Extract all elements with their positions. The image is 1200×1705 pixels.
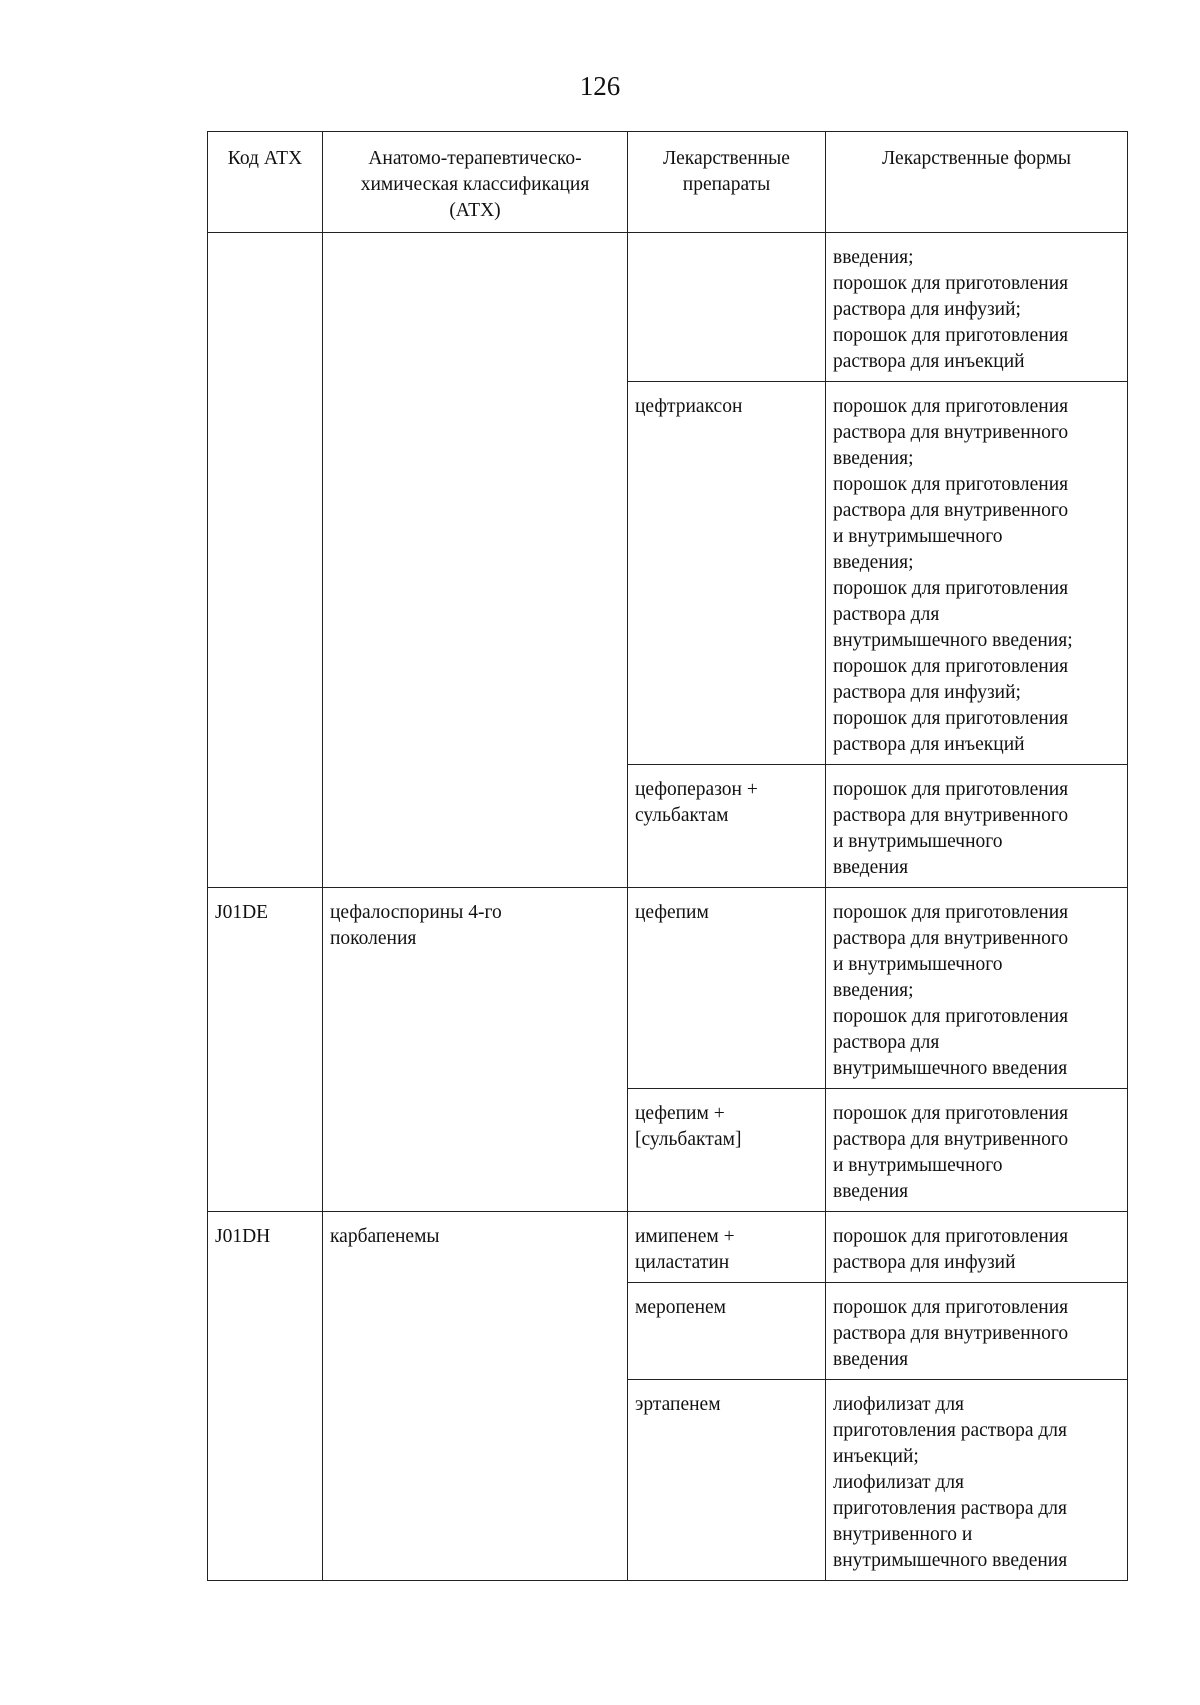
classification-cell: цефалоспорины 4-го поколения [323,888,628,1212]
header-classification: Анатомо-терапевтическо- химическая классификация (АТХ) [323,132,628,233]
header-forms: Лекарственные формы [826,132,1128,233]
forms-cell: порошок для приготовления раствора для инфузий [826,1212,1128,1283]
table-row [208,888,1128,1089]
table-header [208,132,1128,233]
table-body [208,233,1128,1581]
forms-cell: лиофилизат для приготовления раствора для инъекций; лиофилизат для приготовления раствора для внутривенного и внутримышечного введения [826,1380,1128,1581]
forms-cell: порошок для приготовления раствора для внутривенного и внутримышечного введения [826,765,1128,888]
code-cell: J01DE [208,888,323,1212]
table-row [208,233,1128,382]
table-row [208,1212,1128,1283]
drug-cell [628,233,826,382]
code-cell: J01DH [208,1212,323,1581]
header-row [208,132,1128,233]
forms-cell: порошок для приготовления раствора для внутривенного и внутримышечного введения [826,1089,1128,1212]
drug-cell: имипенем + циластатин [628,1212,826,1283]
header-code: Код АТХ [208,132,323,233]
drug-cell: цефепим [628,888,826,1089]
forms-cell: порошок для приготовления раствора для внутривенного введения [826,1283,1128,1380]
drug-cell: эртапенем [628,1380,826,1581]
classification-cell [323,233,628,888]
drug-cell: цефепим + [сульбактам] [628,1089,826,1212]
forms-cell: порошок для приготовления раствора для внутривенного и внутримышечного введения; порошок для приготовления раствора для внутримышечного введения [826,888,1128,1089]
forms-cell: введения; порошок для приготовления раствора для инфузий; порошок для приготовления раствора для инъекций [826,233,1128,382]
forms-cell: порошок для приготовления раствора для внутривенного введения; порошок для приготовления раствора для внутривенного и внутримышечного введения; порошок для приготовления раствора для внутримышечного введения; порошок для приготовления раствора для инфузий; порошок для приготовления раствора для инъекций [826,382,1128,765]
page-number: 126 [579,71,621,101]
drug-cell: меропенем [628,1283,826,1380]
code-cell [208,233,323,888]
drug-cell: цефоперазон + сульбактам [628,765,826,888]
drug-cell: цефтриаксон [628,382,826,765]
classification-cell: карбапенемы [323,1212,628,1581]
header-drugs: Лекарственные препараты [628,132,826,233]
atx-table [207,131,1128,1581]
